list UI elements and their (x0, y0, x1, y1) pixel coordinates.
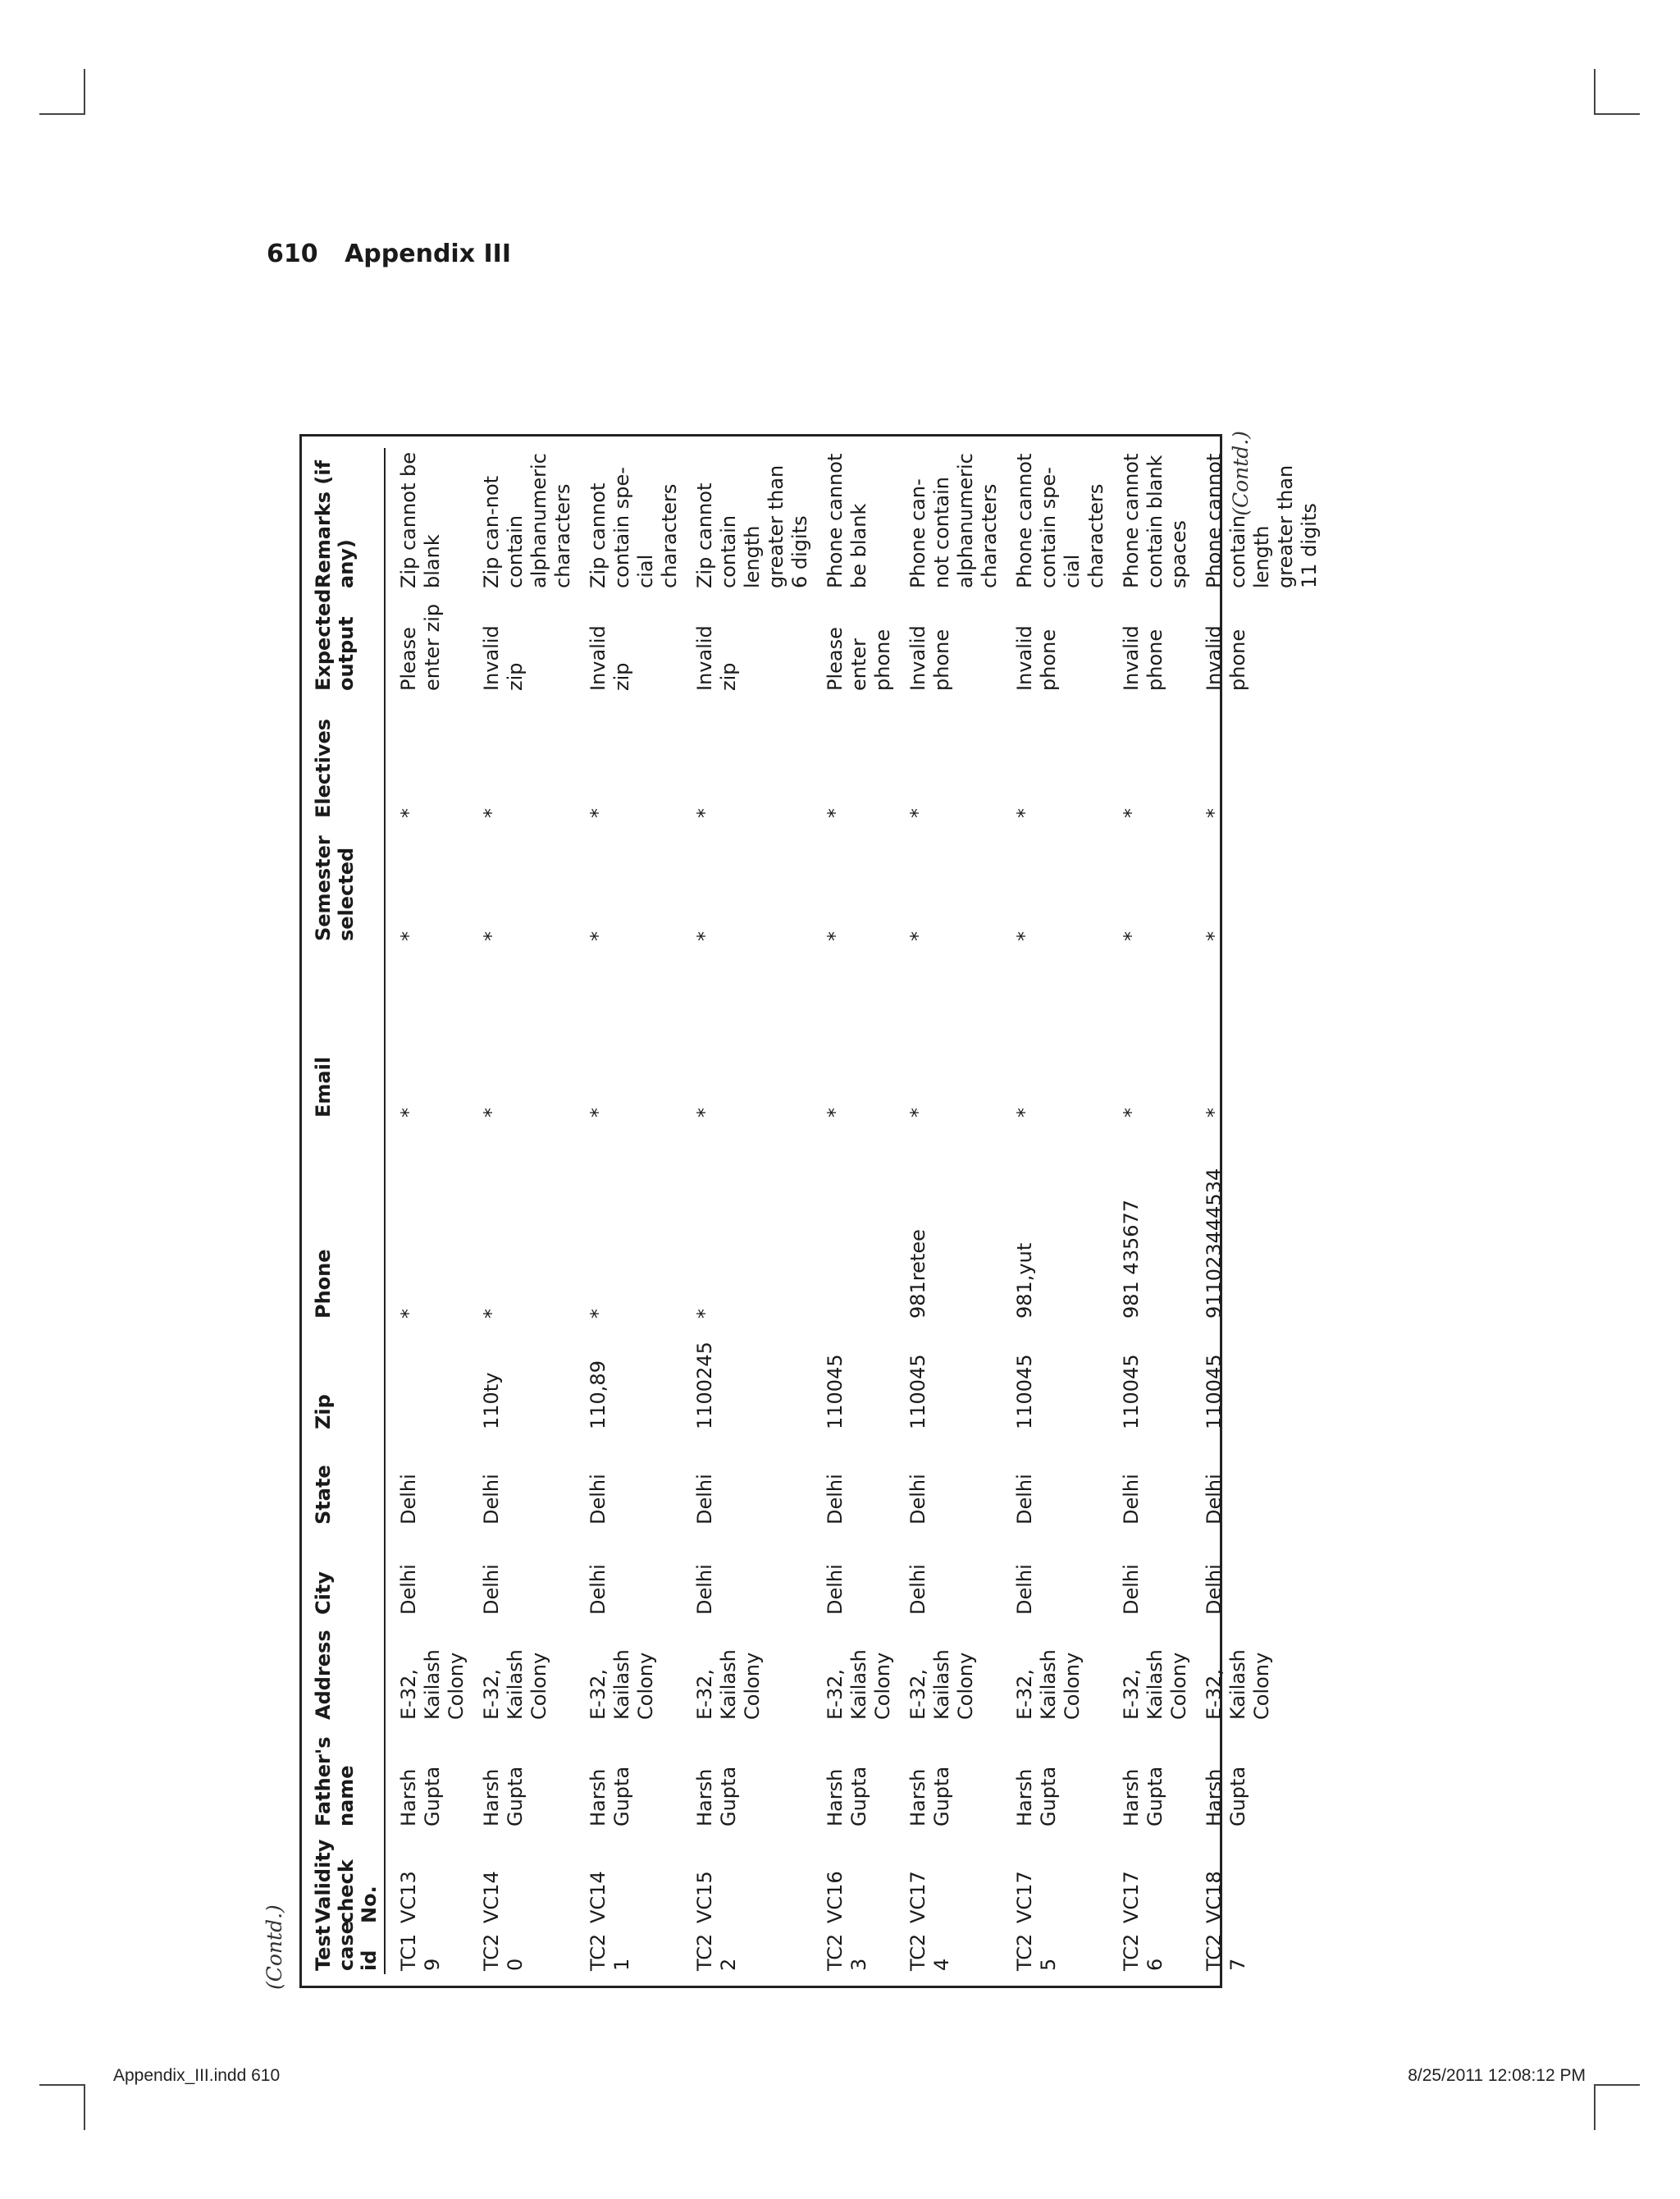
table-cell: TC27 (1203, 1933, 1249, 1971)
table-cell: 981,yut (1013, 1242, 1036, 1319)
table-cell: Delhi (906, 1474, 929, 1525)
table-cell: Delhi (1120, 1474, 1143, 1525)
table-cell: * (1203, 808, 1226, 818)
table-cell: Harsh Gupta (1203, 1766, 1249, 1826)
table-cell: * (587, 808, 609, 818)
table-cell: E-32, Kailash Colony (1120, 1649, 1190, 1720)
table-cell: Invalid phone (906, 625, 953, 691)
rotated-table-block (262, 431, 1321, 1990)
table-cell: * (1013, 808, 1036, 818)
table-cell: Delhi (906, 1564, 929, 1615)
continued-label-bottom: (Contd.) (1229, 431, 1253, 516)
table-cell: Zip cannot contain length greater than 6 digits (693, 464, 811, 588)
table-cell: TC21 (587, 1933, 633, 1971)
column-header: Validity check No. (312, 1830, 385, 1927)
table-cell: VC17 (906, 1871, 929, 1923)
column-header: Test case id (312, 1927, 385, 1974)
table-row (468, 448, 575, 1974)
table-cell: Harsh Gupta (906, 1766, 953, 1826)
table-cell: TC23 (824, 1933, 870, 1971)
table-cell: Phone cannot be blank (824, 453, 870, 588)
table-cell: Invalid zip (693, 625, 740, 691)
page-number: 610 (267, 240, 318, 268)
table-cell: Phone cannot contain length greater than 11 digits (1203, 453, 1321, 588)
column-header: Father's name (312, 1723, 385, 1830)
table-cell: * (906, 1108, 929, 1118)
table-cell: * (587, 931, 609, 941)
table-cell: TC22 (693, 1933, 740, 1971)
table-cell: Phone cannot contain spe-cial characters (1013, 453, 1107, 588)
table-row (385, 448, 468, 1974)
table-cell: E-32, Kailash Colony (397, 1649, 468, 1720)
table-cell: Harsh Gupta (397, 1766, 444, 1826)
table-cell: E-32, Kailash Colony (1203, 1649, 1273, 1720)
table-cell (385, 1322, 468, 1433)
table-cell: E-32, Kailash Colony (480, 1649, 550, 1720)
crop-mark (84, 2084, 85, 2130)
column-header: State (312, 1433, 385, 1528)
table-cell: * (397, 808, 420, 818)
table-cell: * (824, 931, 847, 941)
column-header: Semester selected (312, 821, 385, 944)
table-cell: Harsh Gupta (587, 1766, 633, 1826)
table-cell: E-32, Kailash Colony (906, 1649, 977, 1720)
table-cell: E-32, Kailash Colony (693, 1649, 764, 1720)
section-title: Appendix III (345, 240, 511, 268)
table-cell: Please enter zip (397, 603, 444, 691)
crop-mark (39, 2084, 85, 2086)
table-cell: * (480, 1108, 503, 1118)
table-cell: Delhi (824, 1564, 847, 1615)
table-cell: * (693, 931, 716, 941)
table-row (1002, 448, 1108, 1974)
column-header: Phone (312, 1121, 385, 1322)
table-cell: * (397, 931, 420, 941)
table-cell: * (397, 1108, 420, 1118)
table-cell: VC18 (1203, 1871, 1226, 1923)
table-cell: * (480, 1309, 503, 1319)
table-cell: * (906, 808, 929, 818)
table-cell: TC19 (397, 1933, 444, 1971)
table-cell: Delhi (587, 1564, 609, 1615)
table-row (812, 448, 895, 1974)
column-header: Electives (312, 694, 385, 821)
table-cell: E-32, Kailash Colony (824, 1649, 894, 1720)
table-cell: * (1013, 1108, 1036, 1118)
crop-mark (39, 113, 85, 115)
table-cell: 1100245 (693, 1342, 716, 1429)
column-header: Address (312, 1618, 385, 1723)
crop-mark (1594, 69, 1596, 115)
table-cell: Delhi (693, 1474, 716, 1525)
table-cell: 110045 (1120, 1354, 1143, 1429)
table-cell: Delhi (587, 1474, 609, 1525)
column-header: Remarks (if any) (312, 448, 385, 592)
table-cell: Invalid zip (480, 625, 527, 691)
table-cell: Zip cannot contain spe-cial characters (587, 467, 681, 588)
table-cell: * (1120, 1108, 1143, 1118)
table-cell: TC25 (1013, 1933, 1060, 1971)
table-cell: Zip can-not contain alphanumeric characters (480, 453, 574, 588)
table-header-row (312, 448, 385, 1974)
table-cell: VC14 (480, 1871, 503, 1923)
table-cell: 981retee (906, 1229, 929, 1319)
table-cell: Harsh Gupta (1013, 1766, 1060, 1826)
table-cell: * (906, 931, 929, 941)
table-cell: E-32, Kailash Colony (587, 1649, 657, 1720)
table-cell: * (693, 808, 716, 818)
table-cell: Zip cannot be blank (397, 451, 444, 588)
table-cell: 981 435677 (1120, 1199, 1143, 1319)
column-header: Zip (312, 1322, 385, 1433)
table-cell: * (1013, 931, 1036, 941)
table-cell: * (480, 931, 503, 941)
table-row (895, 448, 1002, 1974)
table-cell: VC13 (397, 1871, 420, 1923)
slug-file: Appendix_III.indd 610 (113, 2066, 281, 2085)
table-cell: * (824, 808, 847, 818)
table-cell: VC15 (693, 1871, 716, 1923)
table-row (682, 448, 812, 1974)
table-cell: TC24 (906, 1933, 953, 1971)
table-cell: Invalid phone (1120, 625, 1166, 691)
table-cell: * (693, 1309, 716, 1319)
table-cell: Delhi (693, 1564, 716, 1615)
column-header: Email (312, 944, 385, 1121)
table-cell: Delhi (824, 1474, 847, 1525)
continued-label-top: (Contd.) (262, 1904, 286, 1990)
table-cell: VC16 (824, 1871, 847, 1923)
table-cell: 110,89 (587, 1360, 609, 1429)
table-cell: * (1120, 931, 1143, 941)
table-cell: Delhi (480, 1474, 503, 1525)
table-cell: * (480, 808, 503, 818)
table-cell: Harsh Gupta (693, 1766, 740, 1826)
crop-mark (1594, 2084, 1640, 2086)
table-cell: * (1203, 1108, 1226, 1118)
table-cell: TC26 (1120, 1933, 1166, 1971)
table-cell: 110045 (1013, 1354, 1036, 1429)
column-header: City (312, 1528, 385, 1618)
table-cell: Delhi (397, 1564, 420, 1615)
table-cell: E-32, Kailash Colony (1013, 1649, 1084, 1720)
table-cell: Delhi (480, 1564, 503, 1615)
table-cell: Harsh Gupta (480, 1766, 527, 1826)
running-header (267, 240, 511, 268)
crop-mark (1594, 113, 1640, 115)
table-cell: Invalid phone (1203, 625, 1249, 691)
table-cell: * (1120, 808, 1143, 818)
table-cell: 110ty (480, 1372, 503, 1429)
table-cell: Phone can-not contain alphanumeric characters (906, 453, 1001, 588)
table-cell: * (587, 1309, 609, 1319)
table-cell: Delhi (1013, 1564, 1036, 1615)
table-cell: Phone cannot contain blank spaces (1120, 453, 1190, 588)
table-cell: 110045 (906, 1354, 929, 1429)
table-cell: Harsh Gupta (1120, 1766, 1166, 1826)
table-cell: 911023444534 (1203, 1168, 1226, 1319)
table-cell (812, 1121, 895, 1322)
table-body (385, 448, 1322, 1974)
crop-mark (1594, 2084, 1596, 2130)
table-cell: Please enter phone (824, 627, 894, 691)
table-cell: Delhi (1203, 1474, 1226, 1525)
table-cell: TC20 (480, 1933, 527, 1971)
table-cell: Delhi (1203, 1564, 1226, 1615)
table-cell: Delhi (1013, 1474, 1036, 1525)
table-cell: * (693, 1108, 716, 1118)
table-cell: 110045 (1203, 1354, 1226, 1429)
table-cell: * (1203, 931, 1226, 941)
test-case-table (312, 448, 1322, 1974)
table-cell: Invalid phone (1013, 625, 1060, 691)
table-cell: VC17 (1120, 1871, 1143, 1923)
table-cell: VC14 (587, 1871, 609, 1923)
table-cell: * (587, 1108, 609, 1118)
table-cell: Delhi (397, 1474, 420, 1525)
table-cell: * (824, 1108, 847, 1118)
table-row (1191, 448, 1322, 1974)
table-cell: Invalid zip (587, 625, 633, 691)
table-cell: * (397, 1309, 420, 1319)
slug-timestamp: 8/25/2011 12:08:12 PM (1408, 2066, 1586, 2085)
table-row (575, 448, 682, 1974)
column-header: Expected output (312, 592, 385, 694)
table-row (1108, 448, 1191, 1974)
table-cell: Harsh Gupta (824, 1766, 870, 1826)
crop-mark (84, 69, 85, 115)
table-cell: 110045 (824, 1354, 847, 1429)
table-cell: VC17 (1013, 1871, 1036, 1923)
table-cell: Delhi (1120, 1564, 1143, 1615)
